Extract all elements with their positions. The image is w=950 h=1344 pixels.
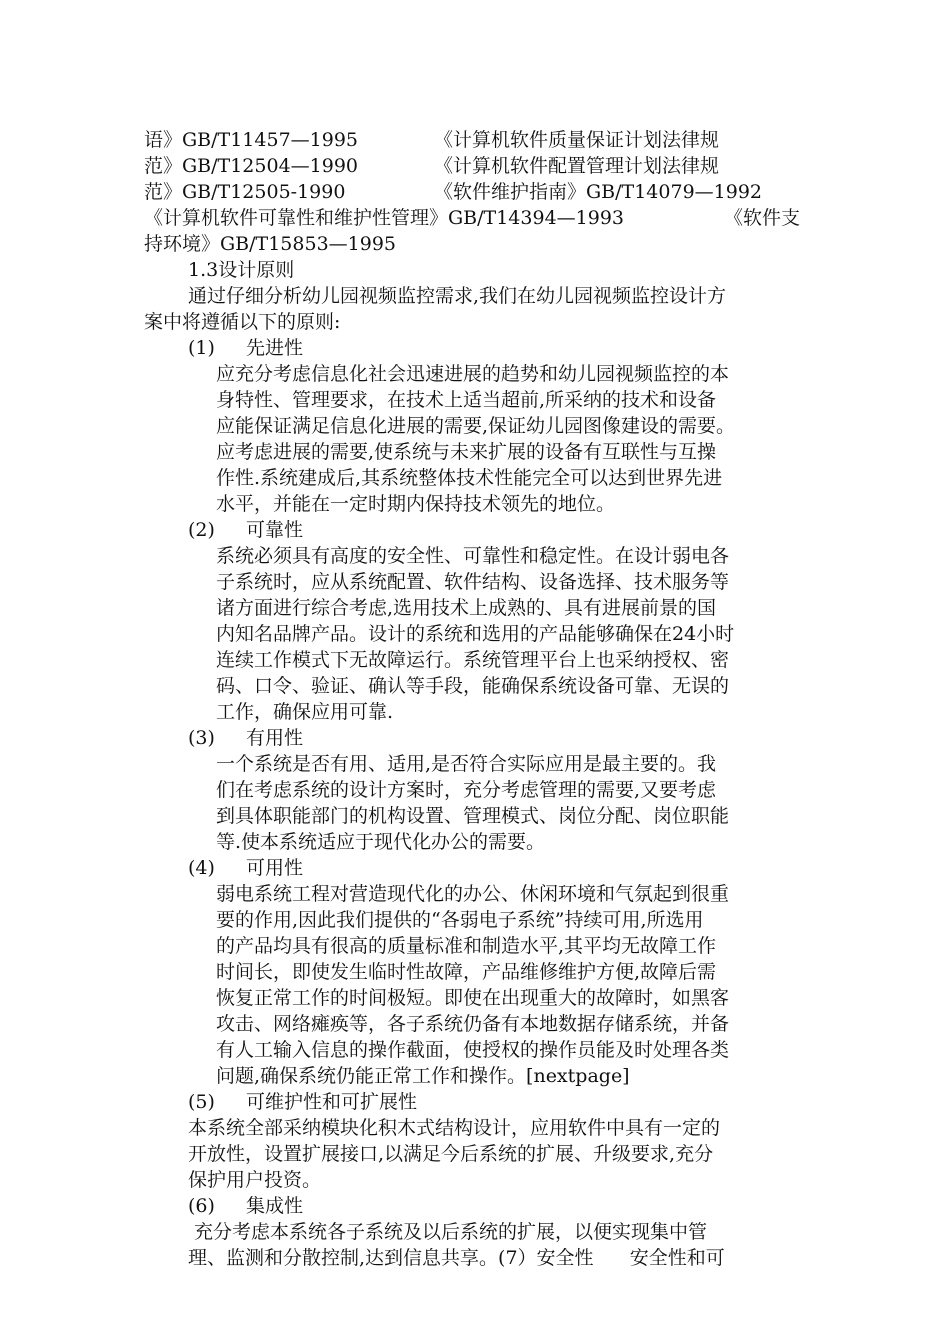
principle-heading bbox=[188, 725, 304, 829]
principle-title: 可维护性和可扩展性 bbox=[246, 1091, 418, 1113]
principle-line: 开放性，设置扩展接口,以满足今后系统的扩展、升级要求,充分 bbox=[188, 1143, 714, 1165]
principle-line: 应考虑进展的需要,使系统与未来扩展的设备有互联性与互操 bbox=[216, 441, 717, 463]
principle-line: 理、监测和分散控制,达到信息共享。(7）安全性 安全性和可 bbox=[188, 1247, 725, 1269]
principle-line: 时间长，即使发生临时性故障，产品维修维护方便,故障后需 bbox=[216, 961, 717, 983]
reference-text: 《软件维护指南》GB/T14079—1992 bbox=[434, 181, 763, 203]
principle-line: 等.使本系统适应于现代化办公的需要。 bbox=[216, 831, 546, 853]
reference-text: 《计算机软件配置管理计划法律规 bbox=[434, 155, 720, 177]
principle-number: (4) bbox=[188, 857, 215, 879]
principle-number: (1) bbox=[188, 337, 215, 359]
principle-line: 系统必须具有高度的安全性、可靠性和稳定性。在设计弱电各 bbox=[216, 545, 730, 567]
principle-line: 攻击、网络瘫痪等，各子系统仍备有本地数据存储系统，并备 bbox=[216, 1013, 730, 1035]
principle-line: 们在考虑系统的设计方案时，充分考虑管理的需要,又要考虑 bbox=[216, 779, 717, 801]
principle-line: 恢复正常工作的时间极短。即使在出现重大的故障时，如黑客 bbox=[216, 987, 730, 1009]
principle-number: (5) bbox=[188, 1091, 215, 1113]
principle-line: 的产品均具有很高的质量标准和制造水平,其平均无故障工作 bbox=[216, 935, 717, 957]
principle-title: 集成性 bbox=[246, 1195, 304, 1217]
principle-line: 到具体职能部门的机构设置、管理模式、岗位分配、岗位职能 bbox=[216, 805, 730, 827]
principle-title: 可靠性 bbox=[246, 519, 304, 541]
principle-line: 问题,确保系统仍能正常工作和操作。[nextpage] bbox=[216, 1065, 630, 1087]
principle-line: 应充分考虑信息化社会迅速进展的趋势和幼儿园视频监控的本 bbox=[216, 363, 730, 385]
principle-title: 有用性 bbox=[246, 727, 304, 749]
reference-text: 《计算机软件可靠性和维护性管理》GB/T14394—1993 bbox=[144, 207, 625, 229]
principle-line: 充分考虑本系统各子系统及以后系统的扩展，以便实现集中管 bbox=[188, 1221, 708, 1243]
reference-text: 《计算机软件质量保证计划法律规 bbox=[434, 129, 720, 151]
principle-heading bbox=[188, 517, 304, 621]
principle-line: 有人工输入信息的操作截面，使授权的操作员能及时处理各类 bbox=[216, 1039, 730, 1061]
principle-line: 要的作用,因此我们提供的“各弱电子系统”持续可用,所选用 bbox=[216, 909, 704, 931]
principle-line: 身特性、管理要求，在技术上适当超前,所采纳的技术和设备 bbox=[216, 389, 717, 411]
principle-title: 可用性 bbox=[246, 857, 304, 879]
principle-line: 本系统全部采纳模块化积木式结构设计，应用软件中具有一定的 bbox=[188, 1117, 721, 1139]
principle-line: 连续工作模式下无故障运行。系统管理平台上也采纳授权、密 bbox=[216, 649, 730, 671]
principle-heading bbox=[188, 855, 304, 959]
reference-text: 范》GB/T12504—1990 bbox=[144, 155, 359, 177]
reference-text: 范》GB/T12505-1990 bbox=[144, 181, 346, 203]
principle-line: 工作，确保应用可靠. bbox=[216, 701, 394, 723]
principle-number: (2) bbox=[188, 519, 215, 541]
principle-line: 水平，并能在一定时期内保持技术领先的地位。 bbox=[216, 493, 616, 515]
principle-line: 一个系统是否有用、适用,是否符合实际应用是最主要的。我 bbox=[216, 753, 717, 775]
intro-line: 案中将遵循以下的原则: bbox=[144, 311, 341, 333]
principle-line: 诸方面进行综合考虑,选用技术上成熟的、具有进展前景的国 bbox=[216, 597, 717, 619]
reference-text: 《软件支 bbox=[724, 207, 801, 229]
section-heading: 1.3设计原则 bbox=[188, 259, 295, 281]
principle-heading bbox=[188, 335, 304, 439]
principle-line: 弱电系统工程对营造现代化的办公、休闲环境和气氛起到很重 bbox=[216, 883, 730, 905]
reference-line: 持环境》GB/T15853—1995 bbox=[144, 233, 397, 255]
reference-text: 语》GB/T11457—1995 bbox=[144, 129, 359, 151]
principle-line: 保护用户投资。 bbox=[188, 1169, 322, 1191]
intro-line: 通过仔细分析幼儿园视频监控需求,我们在幼儿园视频监控设计方 bbox=[188, 285, 727, 307]
principle-number: (6) bbox=[188, 1195, 215, 1217]
principle-line: 应能保证满足信息化进展的需要,保证幼儿园图像建设的需要。 bbox=[216, 415, 736, 437]
principle-number: (3) bbox=[188, 727, 215, 749]
principle-line: 码、口令、验证、确认等手段，能确保系统设备可靠、无误的 bbox=[216, 675, 730, 697]
principle-title: 先进性 bbox=[246, 337, 304, 359]
principle-line: 内知名品牌产品。设计的系统和选用的产品能够确保在24小时 bbox=[216, 623, 735, 645]
principle-line: 作性.系统建成后,其系统整体技术性能完全可以达到世界先进 bbox=[216, 467, 723, 489]
principle-line: 子系统时，应从系统配置、软件结构、设备选择、技术服务等 bbox=[216, 571, 730, 593]
